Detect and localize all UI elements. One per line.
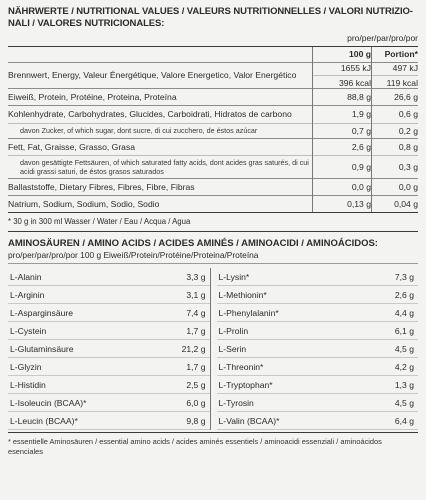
energy-label: Brennwert, Energy, Valeur Énergétique, Valore Energetico, Valor Energético bbox=[8, 62, 313, 88]
carbs-label: Kohlenhydrate, Carbohydrates, Glucides, Carboidrati, Hidratos de carbono bbox=[8, 105, 313, 123]
energy-portion: 497 kJ 119 kcal bbox=[372, 62, 419, 88]
nutrition-title bbox=[8, 6, 418, 30]
protein-label: Eiweiß, Protein, Protéine, Proteina, Proteína bbox=[8, 88, 313, 105]
amino-acid-row bbox=[8, 412, 210, 430]
sodium-label: Natrium, Sodium, Sodium, Sodio, Sodio bbox=[8, 195, 313, 212]
amino-acid-row bbox=[217, 268, 419, 286]
amino-acid-value: 6,1 g bbox=[394, 325, 414, 336]
amino-acid-value: 21,2 g bbox=[181, 343, 206, 354]
amino-acid-value: 7,3 g bbox=[394, 271, 414, 282]
amino-acid-row bbox=[217, 376, 419, 394]
amino-acid-name: L-Phenylalanin* bbox=[218, 307, 279, 318]
amino-acid-row bbox=[8, 394, 210, 412]
amino-acids-right-column bbox=[217, 268, 419, 430]
amino-acid-value: 3,1 g bbox=[186, 289, 206, 300]
amino-acid-row bbox=[217, 358, 419, 376]
amino-acid-row bbox=[217, 412, 419, 430]
amino-acid-name: L-Valin (BCAA)* bbox=[218, 415, 280, 426]
amino-acid-row bbox=[8, 286, 210, 304]
amino-acid-row bbox=[217, 286, 419, 304]
saturated-portion: 0,3 g bbox=[372, 155, 419, 178]
energy-100g: 1655 kJ 396 kcal bbox=[313, 62, 372, 88]
amino-acid-value: 4,4 g bbox=[394, 307, 414, 318]
amino-acid-name: L-Tryptophan* bbox=[218, 379, 273, 390]
amino-acid-name: L-Serin bbox=[218, 343, 247, 354]
amino-acid-name: L-Glyzin bbox=[10, 361, 42, 372]
title-line-2: NALI / VALORES NUTRICIONALES: bbox=[8, 18, 165, 29]
amino-acid-row bbox=[217, 394, 419, 412]
amino-acid-value: 4,5 g bbox=[394, 397, 414, 408]
amino-acids-subtitle: pro/per/par/pro/por 100 g Eiweiß/Protein/Protéine/Proteina/Proteína bbox=[8, 250, 259, 260]
amino-acid-name: L-Threonin* bbox=[218, 361, 264, 372]
essential-note: * essentielle Aminosäuren / essential amino acids / acides aminés essentiels / aminoacidi essenziali / aminoácidos esenciales bbox=[8, 437, 382, 456]
fibre-label: Ballaststoffe, Dietary Fibres, Fibres, Fibre, Fibras bbox=[8, 178, 313, 195]
fibre-100g: 0,0 g bbox=[313, 178, 372, 195]
amino-acid-row bbox=[8, 376, 210, 394]
amino-acid-name: L-Leucin (BCAA)* bbox=[10, 415, 78, 426]
amino-acids-title: AMINOSÄUREN / AMINO ACIDS / ACIDES AMINÉS / AMINOACIDI / AMINOÁCIDOS: bbox=[8, 238, 378, 249]
amino-acid-value: 1,7 g bbox=[186, 325, 206, 336]
carbs-portion: 0,6 g bbox=[372, 105, 419, 123]
saturated-100g: 0,9 g bbox=[313, 155, 372, 178]
amino-acid-row bbox=[8, 304, 210, 322]
amino-acid-row bbox=[217, 304, 419, 322]
amino-acid-name: L-Methionin* bbox=[218, 289, 267, 300]
sugar-label: davon Zucker, of which sugar, dont sucre, di cui zucchero, de éstos azúcar bbox=[8, 123, 313, 138]
amino-acid-name: L-Tyrosin bbox=[218, 397, 254, 408]
amino-acid-row bbox=[8, 340, 210, 358]
nutrition-table bbox=[8, 47, 418, 212]
fibre-portion: 0,0 g bbox=[372, 178, 419, 195]
amino-acid-value: 6,4 g bbox=[394, 415, 414, 426]
amino-acid-value: 4,2 g bbox=[394, 361, 414, 372]
protein-portion: 26,6 g bbox=[372, 88, 419, 105]
amino-acid-name: L-Lysin* bbox=[218, 271, 250, 282]
amino-acid-name: L-Glutaminsäure bbox=[10, 343, 74, 354]
amino-acid-value: 2,6 g bbox=[394, 289, 414, 300]
amino-acid-row bbox=[217, 322, 419, 340]
amino-acid-row bbox=[8, 322, 210, 340]
amino-acid-name: L-Alanin bbox=[10, 271, 42, 282]
amino-acid-value: 6,0 g bbox=[186, 397, 206, 408]
sodium-100g: 0,13 g bbox=[313, 195, 372, 212]
title-line-1: NÄHRWERTE / NUTRITIONAL VALUES / VALEURS NUTRITIONNELLES / VALORI NUTRIZIO- bbox=[8, 6, 413, 17]
amino-acid-name: L-Cystein bbox=[10, 325, 47, 336]
sugar-100g: 0,7 g bbox=[313, 123, 372, 138]
amino-acid-value: 9,8 g bbox=[186, 415, 206, 426]
amino-acid-value: 1,7 g bbox=[186, 361, 206, 372]
carbs-100g: 1,9 g bbox=[313, 105, 372, 123]
sodium-portion: 0,04 g bbox=[372, 195, 419, 212]
amino-acids-grid bbox=[8, 268, 418, 430]
amino-acid-value: 7,4 g bbox=[186, 307, 206, 318]
protein-100g: 88,8 g bbox=[313, 88, 372, 105]
per-header: pro/per/par/pro/por bbox=[347, 33, 418, 43]
amino-acid-name: L-Arginin bbox=[10, 289, 45, 300]
col-100g: 100 g bbox=[313, 47, 372, 62]
amino-acids-left-column bbox=[8, 268, 211, 430]
fat-100g: 2,6 g bbox=[313, 138, 372, 155]
amino-acid-row bbox=[217, 340, 419, 358]
amino-acid-name: L-Asparginsäure bbox=[10, 307, 74, 318]
amino-acid-name: L-Isoleucin (BCAA)* bbox=[10, 397, 87, 408]
fat-portion: 0,8 g bbox=[372, 138, 419, 155]
amino-acid-row bbox=[8, 268, 210, 286]
serving-footnote: * 30 g in 300 ml Wasser / Water / Eau / Acqua / Agua bbox=[8, 217, 191, 226]
saturated-label: davon gesättigte Fettsäuren, of which saturated fatty acids, dont acides gras saturés, di cui acidi grassi saturi, de éstos grasos saturados bbox=[8, 155, 313, 178]
amino-acid-value: 2,5 g bbox=[186, 379, 206, 390]
amino-acid-value: 4,5 g bbox=[394, 343, 414, 354]
amino-acid-name: L-Prolin bbox=[218, 325, 249, 336]
amino-acid-value: 3,3 g bbox=[186, 271, 206, 282]
fat-label: Fett, Fat, Graisse, Grasso, Grasa bbox=[8, 138, 313, 155]
amino-acid-value: 1,3 g bbox=[394, 379, 414, 390]
col-portion: Portion* bbox=[372, 47, 419, 62]
amino-acid-row bbox=[8, 358, 210, 376]
sugar-portion: 0,2 g bbox=[372, 123, 419, 138]
amino-acid-name: L-Histidin bbox=[10, 379, 46, 390]
